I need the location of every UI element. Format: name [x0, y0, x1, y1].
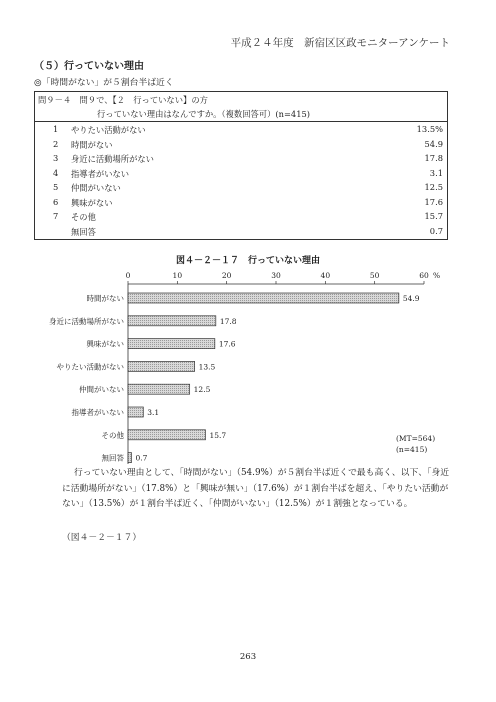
- category-label: 無回答: [101, 453, 124, 463]
- x-tick-label: 40: [320, 271, 331, 280]
- bar-value-label: 0.7: [135, 453, 148, 463]
- option-row: [35, 211, 447, 225]
- option-value: 17.6: [424, 196, 443, 207]
- option-value: 54.9: [424, 138, 443, 149]
- category-label: 時間がない: [86, 294, 124, 303]
- option-value: 13.5%: [416, 124, 443, 134]
- option-number: 6: [53, 196, 59, 207]
- bar-value-label: 15.7: [209, 430, 227, 440]
- bar: [128, 430, 205, 440]
- option-label: やりたい活動がない: [71, 125, 146, 135]
- section-summary: ◎「時間がない」が５割台半ば近く: [34, 78, 174, 88]
- bar-value-label: 12.5: [193, 385, 211, 395]
- option-label: 指導者がいない: [71, 168, 130, 179]
- x-tick-label: 50: [369, 271, 380, 280]
- bar: [128, 407, 143, 417]
- option-label: 仲間がいない: [71, 183, 121, 193]
- option-value: 3.1: [429, 167, 443, 178]
- bar: [128, 453, 131, 463]
- bar-chart: [0, 268, 496, 464]
- question-subtext: 行っていない理由はなんですか。（複数回答可）(n=415): [97, 109, 310, 119]
- option-number: 7: [53, 211, 59, 221]
- option-number: 1: [53, 124, 59, 134]
- page-number: 263: [239, 652, 257, 662]
- figure-reference: （図４－２－１７）: [62, 533, 142, 543]
- bar: [128, 384, 190, 394]
- bar-value-label: 17.8: [219, 316, 237, 326]
- option-label: その他: [71, 212, 96, 222]
- category-label: 興味がない: [86, 339, 124, 349]
- option-value: 15.7: [424, 211, 443, 221]
- option-number: 2: [53, 138, 59, 149]
- bar-value-label: 17.6: [218, 339, 236, 349]
- x-tick-label: 20: [221, 271, 232, 280]
- chart-note-mt: (MT=564): [396, 434, 436, 443]
- option-number: 4: [53, 167, 59, 178]
- option-number: 3: [53, 153, 59, 163]
- option-label: 無回答: [71, 226, 96, 237]
- chart-note-n: (n=415): [396, 445, 428, 454]
- option-row: [35, 139, 447, 153]
- bar-value-label: 3.1: [147, 408, 160, 417]
- figure-title: 図４－２－１７ 行っていない理由: [175, 256, 320, 266]
- question-text: 問９－４ 問９で、【２ 行っていない】の方: [38, 95, 208, 105]
- option-row: [35, 124, 447, 138]
- option-row: [35, 168, 447, 182]
- bar: [128, 293, 399, 303]
- bar: [128, 316, 216, 326]
- x-tick-label: 0: [125, 271, 131, 280]
- page-header: 平成２４年度 新宿区区政モニターアンケート: [230, 37, 450, 49]
- option-label: 身近に活動場所がない: [71, 154, 154, 164]
- body-paragraph: 行っていない理由として、「時間がない」（54.9%）が５割台半ば近くで最も高く、以下、「身近に活動場所がない」（17.8%）と「興味が無い」（17.6%）が１割台半ばを超え、「やりたい活動がない」（13.5%）が１割台半ば近く、「仲間がいない」（12.5%）が１割強となっている。: [62, 468, 450, 509]
- category-label: 身近に活動場所がない: [49, 316, 124, 326]
- option-row: [35, 182, 447, 196]
- category-label: 指導者がいない: [71, 408, 124, 417]
- option-number: 5: [53, 182, 59, 192]
- option-row: [35, 226, 447, 240]
- category-label: その他: [101, 430, 124, 440]
- bar: [128, 361, 195, 371]
- category-label: 仲間がいない: [79, 385, 124, 395]
- bar-value-label: 13.5: [198, 362, 216, 372]
- x-unit-label: %: [433, 271, 441, 280]
- question-box: [34, 91, 448, 240]
- option-value: 12.5: [424, 182, 443, 192]
- option-label: 時間がない: [71, 139, 113, 150]
- x-tick-label: 30: [271, 271, 281, 280]
- option-value: 0.7: [429, 225, 443, 236]
- bar: [128, 339, 215, 349]
- x-tick-label: 60: [419, 271, 429, 280]
- question-header: [35, 92, 447, 122]
- option-row: [35, 197, 447, 211]
- option-row: [35, 153, 447, 167]
- option-value: 17.8: [424, 153, 443, 163]
- option-label: 興味がない: [71, 197, 113, 208]
- x-tick-label: 10: [172, 271, 183, 280]
- category-label: やりたい活動がない: [56, 362, 124, 372]
- section-title: （５）行っていない理由: [34, 61, 144, 72]
- bar-value-label: 54.9: [402, 294, 420, 303]
